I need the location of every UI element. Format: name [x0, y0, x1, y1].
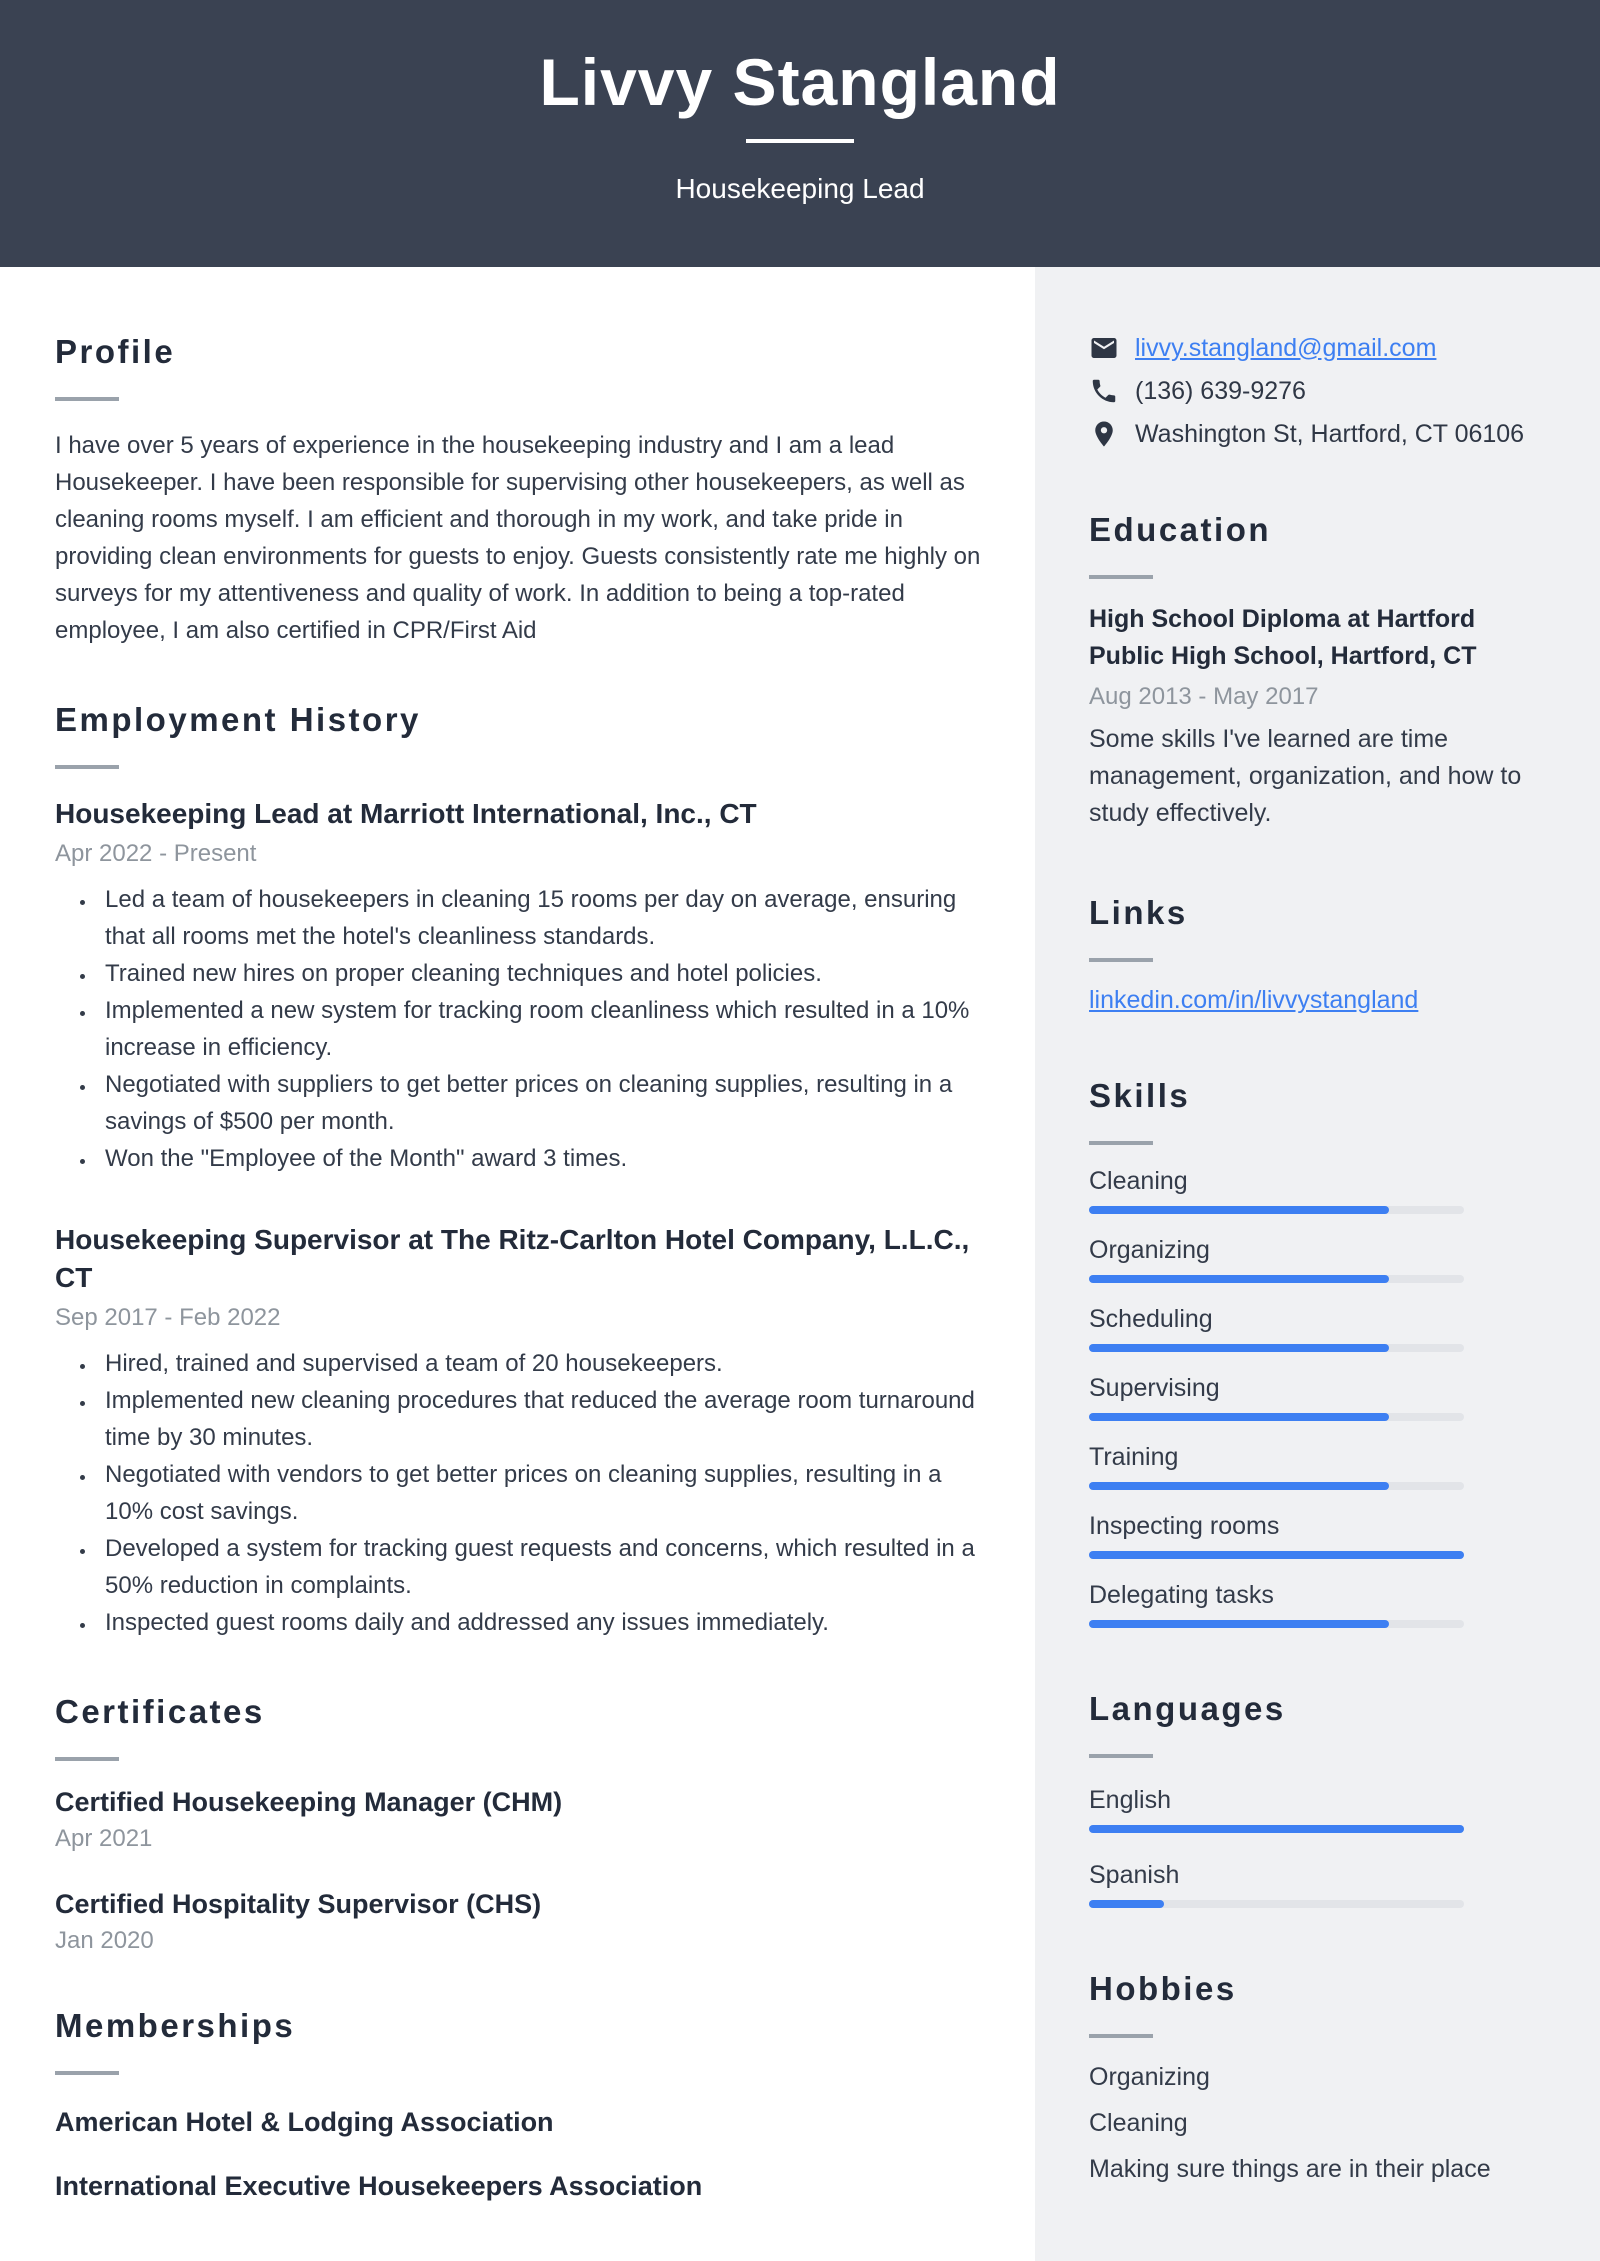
- section-divider: [1089, 1141, 1153, 1145]
- certificates-heading: Certificates: [55, 1693, 265, 1730]
- candidate-name: Livvy Stangland: [539, 45, 1061, 119]
- skill-row: [1089, 1236, 1600, 1283]
- skill-row: [1089, 1167, 1600, 1214]
- skills-section: [1089, 1077, 1600, 1628]
- certificates-section: [55, 1693, 990, 1955]
- language-bar-fill: [1089, 1900, 1164, 1908]
- skill-label: Training: [1089, 1443, 1179, 1471]
- skill-bar: [1089, 1551, 1464, 1559]
- hobby-item: Cleaning: [1089, 2109, 1188, 2137]
- job-bullet: • Developed a system for tracking guest requests and concerns, which resulted in a 50% reduction in complaints.: [97, 1530, 990, 1604]
- contact-address: Washington St, Hartford, CT 06106: [1135, 419, 1525, 448]
- hobby-item: Organizing: [1089, 2063, 1210, 2091]
- education-description: Some skills I've learned are time management, organization, and how to study effectively.: [1089, 725, 1522, 827]
- job-bullet: • Led a team of housekeepers in cleaning 15 rooms per day on average, ensuring that all rooms met the hotel's cleanliness standards.: [97, 881, 990, 955]
- skill-row: [1089, 1443, 1600, 1490]
- contact-email-link[interactable]: livvy.stangland@gmail.com: [1135, 333, 1437, 362]
- skills-heading: Skills: [1089, 1077, 1191, 1114]
- memberships-heading: Memberships: [55, 2007, 296, 2044]
- skill-bar-fill: [1089, 1275, 1389, 1283]
- job-dates: Sep 2017 - Feb 2022: [55, 1304, 281, 1331]
- skill-bar: [1089, 1344, 1464, 1352]
- profile-text: I have over 5 years of experience in the housekeeping industry and I am a lead Housekeeper. I have been responsible for supervising other housekeepers, as well as cleaning rooms myself. I am efficient and thorough in my work, and take pride in providing clean environments for guests to enjoy. Guests consistently rate me highly on surveys for my attentiveness and quality of work. In addition to being a top-rated employee, I am also certified in CPR/First Aid: [55, 432, 981, 644]
- section-divider: [55, 765, 119, 769]
- certificate-entry: [55, 1889, 990, 1955]
- section-divider: [1089, 1754, 1153, 1758]
- profile-heading: Profile: [55, 333, 176, 370]
- job-bullet: • Trained new hires on proper cleaning techniques and hotel policies.: [97, 955, 990, 992]
- skill-label: Delegating tasks: [1089, 1581, 1274, 1609]
- skill-label: Organizing: [1089, 1236, 1210, 1264]
- job-bullet: • Hired, trained and supervised a team of 20 housekeepers.: [97, 1345, 990, 1382]
- skill-row: [1089, 1374, 1600, 1421]
- hobbies-list: [1089, 2054, 1600, 2192]
- skill-label: Cleaning: [1089, 1167, 1188, 1195]
- job-title: Housekeeping Lead at Marriott International, Inc., CT: [55, 798, 757, 829]
- name-underline: [746, 139, 854, 143]
- location-pin-icon: [1089, 419, 1119, 449]
- skill-row: [1089, 1581, 1600, 1628]
- section-divider: [1089, 2034, 1153, 2038]
- skill-bar: [1089, 1620, 1464, 1628]
- section-divider: [55, 1757, 119, 1761]
- skill-bar-fill: [1089, 1206, 1389, 1214]
- section-divider: [1089, 958, 1153, 962]
- contact-email-row: [1089, 333, 1600, 363]
- job-bullet: • Implemented new cleaning procedures that reduced the average room turnaround time by 30 minutes.: [97, 1382, 990, 1456]
- languages-section: [1089, 1690, 1600, 1908]
- certificate-title: Certified Hospitality Supervisor (CHS): [55, 1889, 542, 1919]
- education-dates: Aug 2013 - May 2017: [1089, 683, 1319, 710]
- job-bullet: • Won the "Employee of the Month" award 3 times.: [97, 1140, 990, 1177]
- job-entry: [55, 795, 990, 1177]
- skill-label: Supervising: [1089, 1374, 1220, 1402]
- skill-bar-fill: [1089, 1413, 1389, 1421]
- job-entry: [55, 1221, 990, 1641]
- language-label: Spanish: [1089, 1861, 1180, 1889]
- section-divider: [1089, 575, 1153, 579]
- contact-phone-row: [1089, 376, 1600, 406]
- job-dates: Apr 2022 - Present: [55, 840, 257, 867]
- page-header: [0, 0, 1600, 267]
- job-title: Housekeeping Supervisor at The Ritz-Carlton Hotel Company, L.L.C., CT: [55, 1224, 970, 1293]
- certificate-date: Jan 2020: [55, 1927, 154, 1954]
- contact-block: [1089, 333, 1600, 449]
- membership-item: American Hotel & Lodging Association: [55, 2107, 554, 2137]
- job-bullet: • Negotiated with vendors to get better prices on cleaning supplies, resulting in a 10% cost savings.: [97, 1456, 990, 1530]
- linkedin-link[interactable]: linkedin.com/in/livvystangland: [1089, 986, 1419, 1014]
- education-heading: Education: [1089, 511, 1272, 548]
- mail-icon: [1089, 333, 1119, 363]
- employment-heading: Employment History: [55, 701, 421, 738]
- contact-phone: (136) 639-9276: [1135, 376, 1306, 405]
- skill-bar: [1089, 1413, 1464, 1421]
- language-bar-fill: [1089, 1825, 1464, 1833]
- skill-label: Scheduling: [1089, 1305, 1213, 1333]
- hobbies-section: [1089, 1970, 1600, 2192]
- employment-section: [55, 701, 990, 1641]
- certificate-entry: [55, 1787, 990, 1853]
- skill-bar-fill: [1089, 1620, 1389, 1628]
- education-section: [1089, 511, 1600, 832]
- language-row: [1089, 1861, 1600, 1908]
- job-bullet-list: [55, 1345, 990, 1641]
- skill-bar-fill: [1089, 1482, 1389, 1490]
- language-label: English: [1089, 1786, 1171, 1814]
- languages-heading: Languages: [1089, 1690, 1286, 1727]
- skill-bar-fill: [1089, 1344, 1389, 1352]
- candidate-job-title: Housekeeping Lead: [675, 172, 925, 204]
- language-row: [1089, 1786, 1600, 1833]
- degree-title: High School Diploma at Hartford Public High School, Hartford, CT: [1089, 605, 1477, 670]
- sidebar: [1035, 267, 1600, 2261]
- education-entry: [1089, 601, 1600, 832]
- memberships-section: [55, 2007, 990, 2203]
- language-bar: [1089, 1900, 1464, 1908]
- skill-row: [1089, 1305, 1600, 1352]
- skill-row: [1089, 1512, 1600, 1559]
- skill-bar: [1089, 1206, 1464, 1214]
- page-body: [0, 267, 1600, 2261]
- job-bullet: • Inspected guest rooms daily and addressed any issues immediately.: [97, 1604, 990, 1641]
- links-heading: Links: [1089, 894, 1188, 931]
- main-column: [0, 267, 1035, 2261]
- section-divider: [55, 397, 119, 401]
- skill-label: Inspecting rooms: [1089, 1512, 1280, 1540]
- phone-icon: [1089, 376, 1119, 406]
- job-bullet-list: [55, 881, 990, 1177]
- section-divider: [55, 2071, 119, 2075]
- links-section: [1089, 894, 1600, 1015]
- skill-bar-fill: [1089, 1551, 1464, 1559]
- job-bullet: • Negotiated with suppliers to get better prices on cleaning supplies, resulting in a savings of $500 per month.: [97, 1066, 990, 1140]
- contact-address-row: [1089, 419, 1600, 449]
- membership-item: International Executive Housekeepers Association: [55, 2171, 703, 2201]
- skill-bar: [1089, 1275, 1464, 1283]
- hobbies-heading: Hobbies: [1089, 1970, 1237, 2007]
- certificate-title: Certified Housekeeping Manager (CHM): [55, 1787, 563, 1817]
- skill-bar: [1089, 1482, 1464, 1490]
- language-bar: [1089, 1825, 1464, 1833]
- job-bullet: • Implemented a new system for tracking room cleanliness which resulted in a 10% increase in efficiency.: [97, 992, 990, 1066]
- certificate-date: Apr 2021: [55, 1825, 153, 1852]
- hobby-item: Making sure things are in their place: [1089, 2155, 1491, 2183]
- profile-section: [55, 333, 990, 649]
